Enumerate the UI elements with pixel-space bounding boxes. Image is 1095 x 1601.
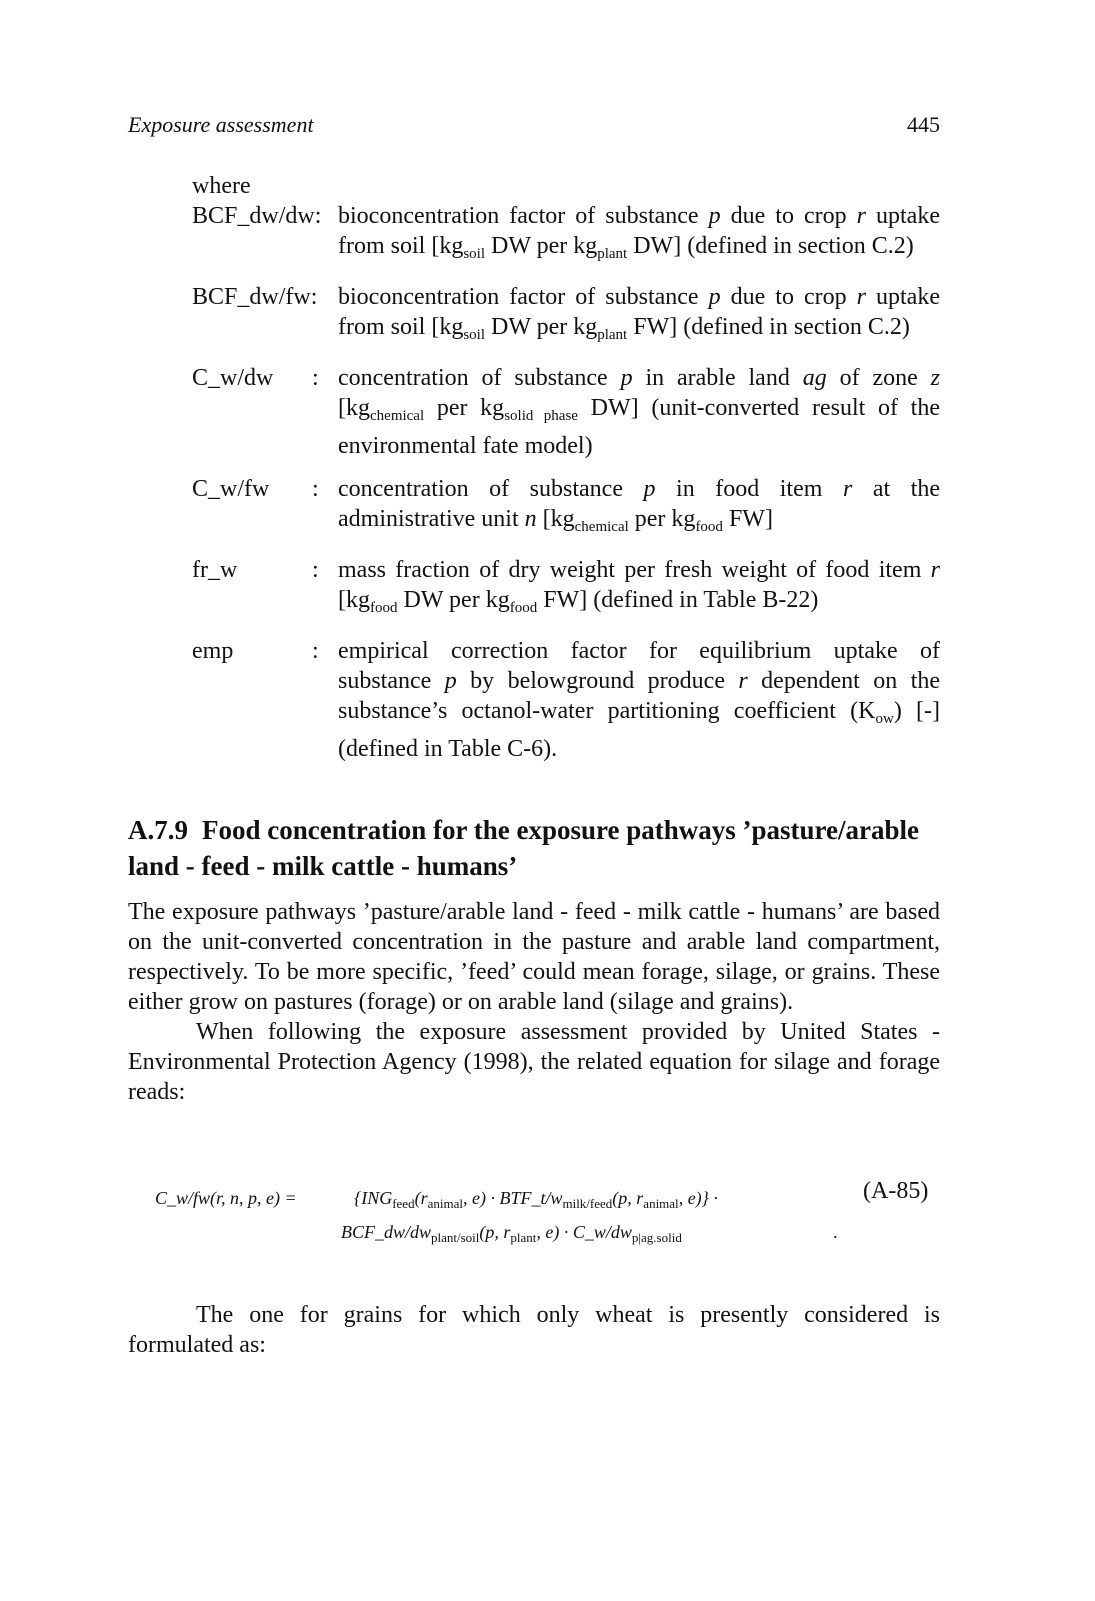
section-heading [128,812,940,884]
subscript: chemical [370,408,425,424]
text: of zone [826,365,931,391]
definition-bcf-dw-dw [192,201,940,269]
subscript: food [370,600,398,616]
body-text [128,897,940,1107]
subscript: chemical [574,519,629,535]
equation-number: (A-85) [863,1178,929,1204]
definition-term: BCF_dw/fw: [192,284,318,310]
text: p [643,476,656,502]
eq-subscript: animal [643,1196,679,1211]
text: mass fraction of dry weight per fresh weight of food item [338,557,931,583]
text: FW] (defined in Table B-22) [537,587,819,613]
text: p [708,284,721,310]
equation-lhs: C_w/fw(r, n, p, e) = [155,1188,297,1208]
text: DW] (defined in section C.2) [627,233,914,259]
paragraph: The exposure pathways ’pasture/arable land - feed - milk cattle - humans’ are based on the unit-converted concentration in the pasture and arable land compartment, respectively. To be more specific, ’feed’ could mean forage, silage, or grains. These either grow on pastures (forage) or on arable land (silage and grains). [128,899,940,1015]
eq-subscript: p|ag.solid [631,1230,682,1245]
definition-term: fr_w [192,557,238,583]
text: due to crop [720,284,857,310]
definition-term: BCF_dw/dw: [192,203,322,229]
text: uptake from soil [kg [338,284,940,340]
definition-colon: : [312,476,319,502]
text: ) [-] (defined in Table C-6). [338,698,941,762]
definition-description [338,363,940,461]
text: FW] [722,506,773,532]
eq-text: (p, r [612,1188,644,1208]
text: per kg [424,395,505,421]
text: FW] (defined in section C.2) [627,314,910,340]
text: r [930,557,940,583]
definition-list [192,201,940,764]
text: ag [802,365,827,391]
subscript: ow [875,711,894,727]
definition-colon: : [312,557,319,583]
subscript: food [509,600,538,616]
subscript: food [695,519,723,535]
text: [kg [338,395,370,421]
text: in arable land [632,365,803,391]
subscript: soil [463,246,486,262]
definition-term: emp [192,638,234,664]
text: r [856,284,866,310]
running-head [128,112,940,138]
equation-line-2 [341,1222,682,1246]
text: [kg [536,506,575,532]
subscript: solid phase [504,408,578,424]
definition-c-w-fw [192,474,940,542]
running-head-title: Exposure assessment [128,112,314,137]
paragraph: When following the exposure assessment provided by United States - Environmental Protection Agency (1998), the related equation for silage and forage reads: [128,1019,940,1105]
definition-description [338,636,940,764]
text: r [856,203,866,229]
definition-bcf-dw-fw [192,282,940,350]
section-title: Food concentration for the exposure pathways ’pasture/arable land - feed - milk cattle - humans’ [128,815,919,881]
eq-text: (p, r [479,1222,511,1242]
subscript: soil [463,327,486,343]
text: DW per kg [397,587,510,613]
eq-text: , e) · BTF_t/w [462,1188,563,1208]
eq-subscript: plant/soil [431,1230,480,1245]
text: DW] (unit-converted result of the environmental fate model) [338,395,941,459]
text: empirical correction factor for equilibrium uptake of substance [338,638,940,694]
text: due to crop [720,203,857,229]
text: z [930,365,941,391]
definition-description [338,201,940,269]
text: r [842,476,853,502]
page-number: 445 [907,112,940,137]
eq-text: (r [414,1188,428,1208]
equation-period: . [833,1222,838,1242]
definition-emp [192,636,940,764]
eq-text: {ING [354,1188,393,1208]
text: at the administrative unit [338,476,940,532]
text: uptake from soil [kg [338,203,940,259]
text: p [620,365,633,391]
definition-fr-w [192,555,940,623]
text: DW per kg [485,314,598,340]
text: by belowground produce [456,668,739,694]
definition-description [338,474,940,542]
text: n [524,506,537,532]
eq-text: BCF_dw/dw [341,1222,432,1242]
paragraph: The one for grains for which only wheat is presently considered is formulated as: [128,1302,940,1358]
text: in food item [655,476,843,502]
text: bioconcentration factor of substance [338,284,709,310]
text: [kg [338,587,370,613]
closing-text [128,1300,940,1360]
text: concentration of substance [338,365,621,391]
text: per kg [628,506,696,532]
definition-description [338,282,940,350]
text: concentration of substance [338,476,644,502]
eq-subscript: animal [427,1196,463,1211]
text: r [738,668,748,694]
where-label: where [192,173,251,199]
eq-subscript: plant [510,1230,537,1245]
eq-subscript: milk/feed [562,1196,613,1211]
equation-line-1 [354,1188,718,1212]
text: bioconcentration factor of substance [338,203,709,229]
text: p [444,668,457,694]
subscript: plant [597,327,628,343]
definition-colon: : [312,365,319,391]
equation-a-85 [155,1178,940,1268]
definition-term: C_w/dw [192,365,274,391]
definition-term: C_w/fw [192,476,270,502]
eq-subscript: feed [392,1196,415,1211]
eq-text: , e) · C_w/dw [536,1222,632,1242]
section-number: A.7.9 [128,815,188,845]
subscript: plant [597,246,628,262]
definition-colon: : [312,638,319,664]
text: DW per kg [485,233,598,259]
definition-description [338,555,940,623]
text: p [708,203,721,229]
eq-text: , e)} · [678,1188,718,1208]
text: dependent on the substance’s octanol-water partitioning coefficient (K [338,668,940,724]
definition-c-w-dw [192,363,940,461]
